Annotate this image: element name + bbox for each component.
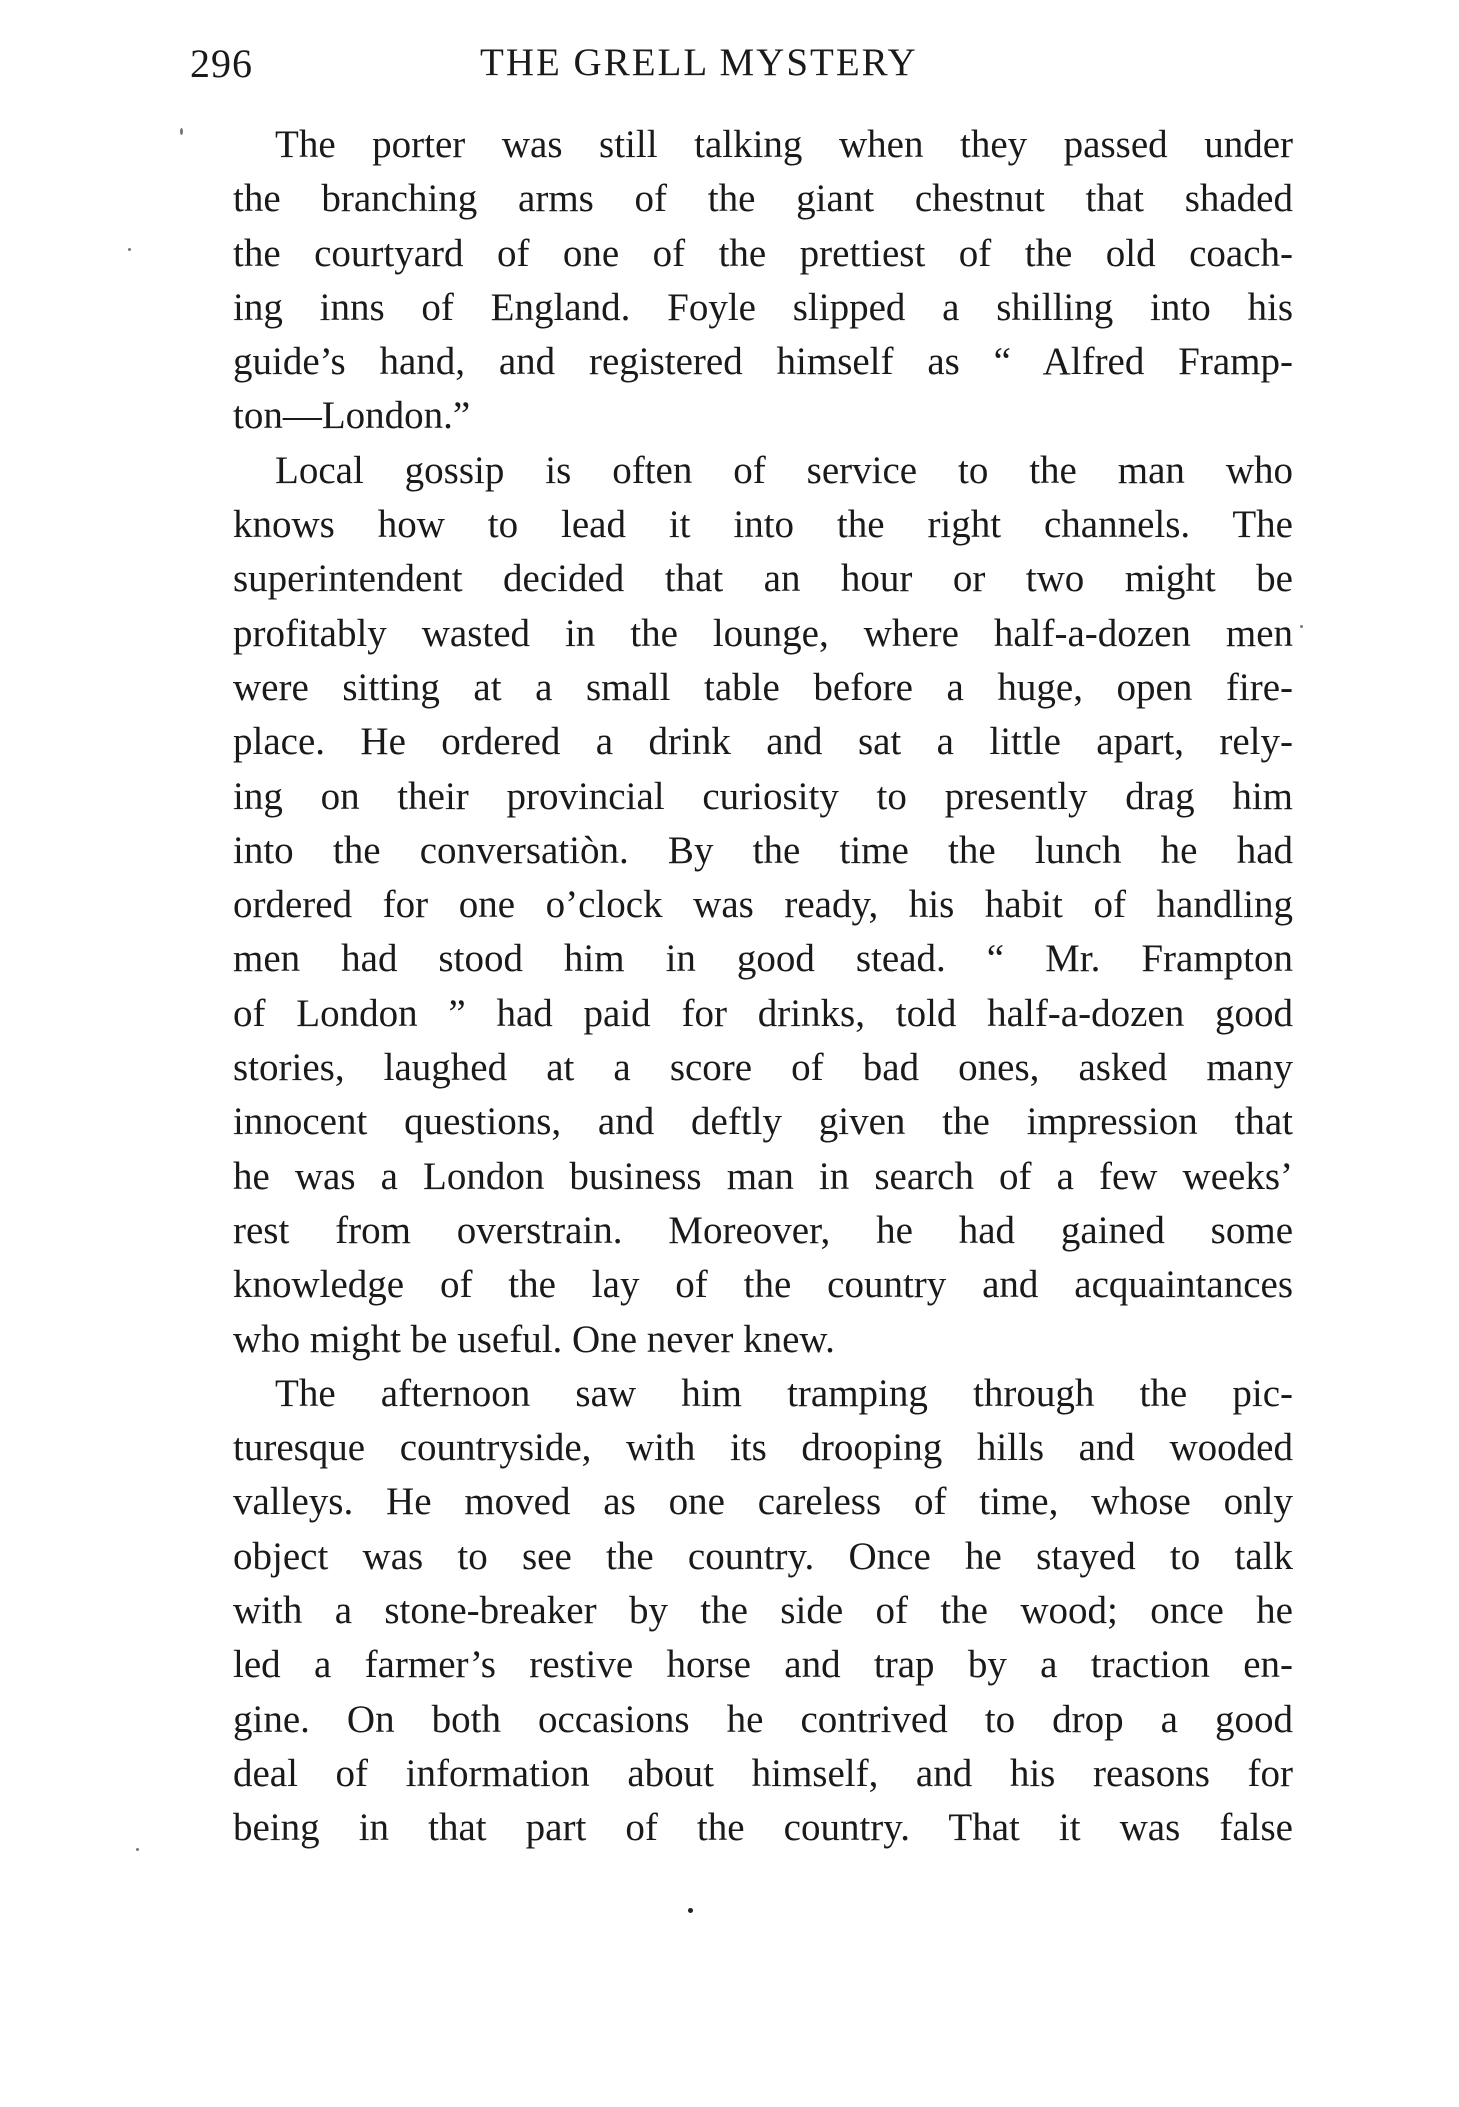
footer-dot (688, 1908, 693, 1913)
text-line: The porter was still talking when they passed under (275, 123, 1293, 166)
scan-speck (1300, 625, 1303, 628)
page-number: 296 (190, 41, 253, 86)
paragraph-3 (233, 1367, 1293, 1856)
text-line: place. He ordered a drink and sat a little apart, rely- (233, 720, 1293, 764)
text-line: guide’s hand, and registered himself as “ Alfred Framp- (233, 340, 1293, 384)
running-head (190, 40, 1290, 100)
text-line: ordered for one o’clock was ready, his habit of handling (233, 883, 1293, 927)
scan-speck (136, 1848, 139, 1851)
text-line: valleys. He moved as one careless of time, whose only (233, 1480, 1293, 1524)
text-line: into the conversatiòn. By the time the lunch he had (233, 828, 1293, 872)
text-line: deal of information about himself, and his reasons for (233, 1751, 1293, 1795)
text-line: ing on their provincial curiosity to presently drag him (233, 774, 1293, 818)
text-line: men had stood him in good stead. “ Mr. Frampton (233, 937, 1293, 981)
text-line: profitably wasted in the lounge, where half-a-dozen men (233, 611, 1293, 655)
paragraph-1 (233, 118, 1293, 444)
body-text (233, 118, 1293, 1856)
text-line: rest from overstrain. Moreover, he had gained some (233, 1208, 1293, 1252)
text-line: superintendent decided that an hour or two might be (233, 557, 1293, 601)
text-line: object was to see the country. Once he stayed to talk (233, 1534, 1293, 1578)
text-line: the branching arms of the giant chestnut that shaded (233, 177, 1293, 221)
text-line: with a stone-breaker by the side of the wood; once he (233, 1589, 1293, 1633)
text-line: Local gossip is often of service to the man who (275, 448, 1293, 492)
text-line: ton—London.” (233, 394, 471, 438)
text-line: stories, laughed at a score of bad ones, asked many (233, 1046, 1293, 1090)
text-line: of London ” had paid for drinks, told half-a-dozen good (233, 991, 1293, 1035)
text-line: knowledge of the lay of the country and acquaintances (233, 1263, 1293, 1307)
running-title: THE GRELL MYSTERY (480, 41, 918, 84)
text-line: knows how to lead it into the right channels. The (233, 503, 1293, 547)
text-line: gine. On both occasions he contrived to drop a good (233, 1697, 1293, 1741)
text-line: led a farmer’s restive horse and trap by a traction en- (233, 1643, 1293, 1687)
text-line: innocent questions, and deftly given the impression that (233, 1100, 1293, 1144)
text-line: he was a London business man in search of a few weeks’ (233, 1154, 1293, 1198)
text-line: who might be useful. One never knew. (233, 1317, 835, 1361)
text-line: being in that part of the country. That it was false (233, 1806, 1293, 1850)
text-line: turesque countryside, with its drooping hills and wooded (233, 1426, 1293, 1470)
text-line: the courtyard of one of the prettiest of the old coach- (233, 231, 1293, 275)
text-line: ing inns of England. Foyle slipped a shilling into his (233, 285, 1293, 329)
paragraph-2 (233, 444, 1293, 1367)
scan-speck (128, 248, 131, 251)
scan-speck (180, 128, 183, 135)
text-line: were sitting at a small table before a huge, open fire- (233, 665, 1293, 709)
text-line: The afternoon saw him tramping through the pic- (275, 1371, 1293, 1415)
